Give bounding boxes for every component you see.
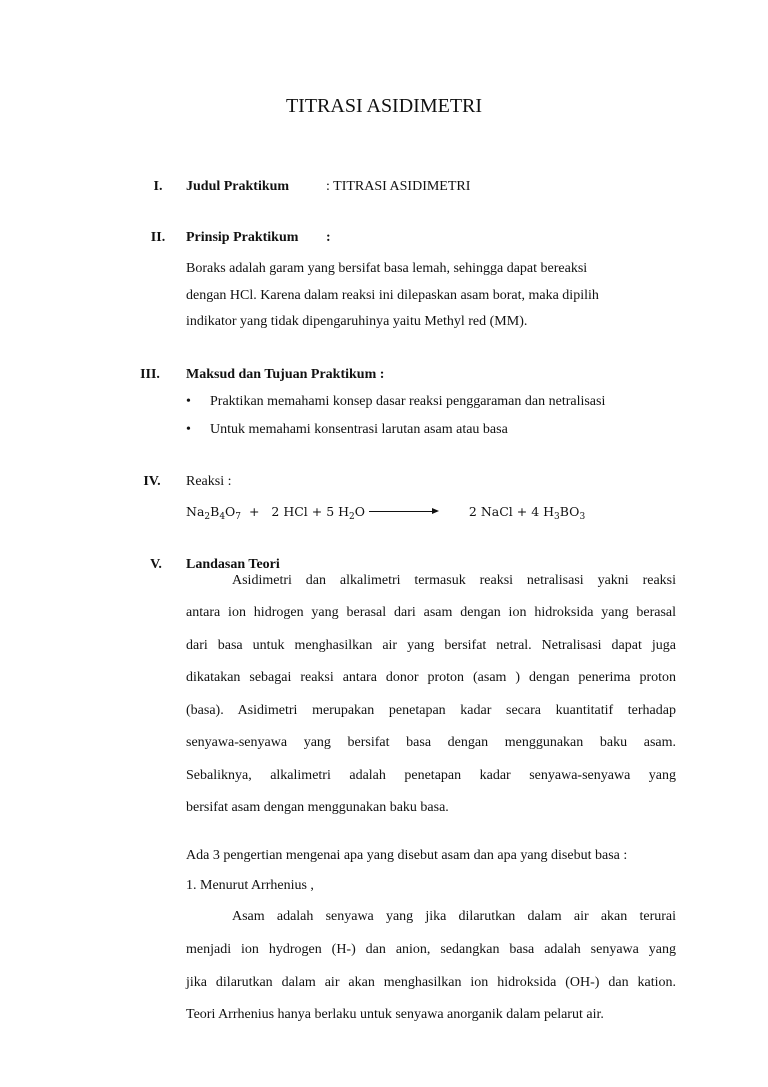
bullet-item: • Untuk memahami konsentrasi larutan asam atau basa	[186, 420, 508, 440]
section-value: : TITRASI ASIDIMETRI	[326, 179, 471, 194]
section-number: II.	[150, 230, 166, 245]
paragraph-line: Asam adalah senyawa yang jika dilarutkan dalam air akan terurai	[232, 909, 676, 924]
section-colon: :	[326, 230, 331, 245]
section-heading: Reaksi :	[186, 474, 232, 489]
bullet-item: • Praktikan memahami konsep dasar reaksi penggaraman dan netralisasi	[186, 392, 605, 412]
section-heading: Maksud dan Tujuan Praktikum :	[186, 367, 385, 382]
section-number: IV.	[143, 474, 161, 489]
section-number: III.	[140, 367, 160, 382]
paragraph-line: dengan HCl. Karena dalam reaksi ini dilepaskan asam borat, maka dipilih	[186, 288, 599, 303]
paragraph-line: Ada 3 pengertian mengenai apa yang disebut asam dan apa yang disebut basa :	[186, 848, 628, 863]
paragraph-line: Asidimetri dan alkalimetri termasuk reaksi netralisasi yakni reaksi	[232, 573, 676, 588]
paragraph-line: Teori Arrhenius hanya berlaku untuk senyawa anorganik dalam pelarut air.	[186, 1007, 604, 1022]
section-number: V.	[150, 557, 162, 572]
paragraph-line: Boraks adalah garam yang bersifat basa lemah, sehingga dapat bereaksi	[186, 261, 588, 276]
paragraph-line: bersifat asam dengan menggunakan baku basa.	[186, 800, 449, 815]
paragraph-line: indikator yang tidak dipengaruhinya yaitu Methyl red (MM).	[186, 314, 528, 329]
section-heading: Landasan Teori	[186, 557, 280, 572]
paragraph-line: menjadi ion hydrogen (H-) dan anion, sedangkan basa adalah senyawa yang	[186, 942, 676, 957]
paragraph-line: antara ion hidrogen yang berasal dari asam dengan ion hidroksida yang berasal	[186, 605, 676, 620]
list-item: 1. Menurut Arrhenius ,	[186, 878, 314, 893]
paragraph-line: Sebaliknya, alkalimetri adalah penetapan kadar senyawa-senyawa yang	[186, 768, 676, 783]
paragraph-line: dikatakan sebagai reaksi antara donor proton (asam ) dengan penerima proton	[186, 670, 676, 685]
paragraph-line: jika dilarutkan dalam air akan menghasilkan ion hidroksida (OH-) dan kation.	[186, 975, 676, 990]
paragraph-line: (basa). Asidimetri merupakan penetapan kadar secara kuantitatif terhadap	[186, 703, 676, 718]
section-number: I.	[153, 179, 163, 194]
reaction-arrow-icon	[369, 511, 437, 512]
section-heading: Prinsip Praktikum	[186, 230, 299, 245]
paragraph-line: senyawa-senyawa yang bersifat basa dengan menggunakan baku asam.	[186, 735, 676, 750]
bullet-icon: •	[186, 394, 191, 409]
paragraph-line: dari basa untuk menghasilkan air yang bersifat netral. Netralisasi dapat juga	[186, 638, 676, 653]
bullet-icon: •	[186, 422, 191, 437]
chemical-equation: $Na_2B_4O_7$ + 2 HCl + 5 $H_2O$ 2 NaCl + 4 $H_3BO_3$	[186, 504, 586, 522]
section-heading: Judul Praktikum	[186, 179, 290, 194]
document-title: TITRASI ASIDIMETRI	[285, 95, 483, 117]
